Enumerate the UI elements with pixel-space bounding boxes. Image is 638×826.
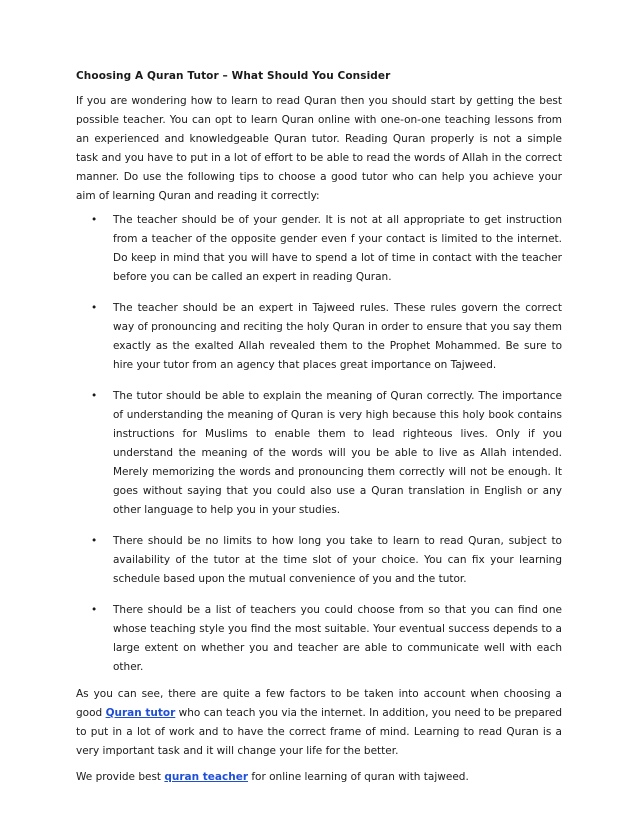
tip-text: There should be no limits to how long you take to learn to read Quran, subject to availability of the tutor at the time slot of your choice. You can fix your learning schedule based upon the mutual convenience of you and the tutor. — [113, 535, 562, 585]
quran-tutor-link[interactable]: Quran tutor — [105, 707, 176, 719]
conclusion-text-after: who can teach you via the internet. In addition, you need to be prepared to put in a lot of work and to have the correct frame of mind. Learning to read Quran is a very important task and it will change your life for the better. — [76, 707, 562, 757]
tip-text: The teacher should be of your gender. It is not at all appropriate to get instruction from a teacher of the opposite gender even f your contact is limited to the internet. Do keep in mind that you will have to spend a lot of time in contact with the teacher before you can be called an expert in reading Quran. — [113, 214, 562, 283]
tip-text: The tutor should be able to explain the meaning of Quran correctly. The importance of understanding the meaning of Quran is very high because this holy book contains instructions for Muslims to enable them to lead righteous lives. Only if you understand the meaning of the words will you be able to live as Allah intended. Merely memorizing the words and pronouncing them correctly will not be enough. It goes without saying that you could also use a Quran translation in English or any other language to help you in your studies. — [113, 390, 562, 516]
tip-item-teacher-list — [76, 601, 562, 677]
footer-text-after: for online learning of quran with tajweed. — [248, 771, 469, 783]
footer-paragraph — [76, 768, 562, 787]
intro-paragraph: If you are wondering how to learn to read Quran then you should start by getting the best possible teacher. You can opt to learn Quran online with one-on-one teaching lessons from an experienced and knowledgeable Quran tutor. Reading Quran properly is not a simple task and you have to put in a lot of effort to be able to read the words of Allah in the correct manner. Do use the following tips to choose a good tutor who can help you achieve your aim of learning Quran and reading it correctly: — [76, 95, 562, 202]
tip-text: There should be a list of teachers you could choose from so that you can find one whose teaching style you find the most suitable. Your eventual success depends to a large extent on whether you and teacher are able to communicate well with each other. — [113, 604, 562, 673]
bullet-icon: • — [91, 535, 98, 547]
tips-list — [76, 211, 562, 677]
footer-text-before: We provide best — [76, 771, 165, 783]
document-page — [76, 70, 562, 787]
tip-item-gender — [76, 211, 562, 287]
tip-item-tajweed — [76, 299, 562, 375]
quran-teacher-link[interactable]: quran teacher — [164, 771, 249, 783]
bullet-icon: • — [91, 214, 98, 226]
tip-item-time-limits — [76, 532, 562, 589]
tip-text: The teacher should be an expert in Tajweed rules. These rules govern the correct way of pronouncing and reciting the holy Quran in order to ensure that you say them exactly as the exalted Allah revealed them to the Prophet Mohammed. Be sure to hire your tutor from an agency that places great importance on Tajweed. — [113, 302, 562, 371]
bullet-icon: • — [91, 390, 98, 402]
conclusion-paragraph — [76, 685, 562, 761]
bullet-icon: • — [91, 604, 98, 616]
tip-item-meaning — [76, 387, 562, 520]
bullet-icon: • — [91, 302, 98, 314]
document-title: Choosing A Quran Tutor – What Should You Consider — [76, 70, 391, 82]
conclusion-text-before: As you can see, there are quite a few factors to be taken into account when choosing a good — [76, 688, 562, 719]
